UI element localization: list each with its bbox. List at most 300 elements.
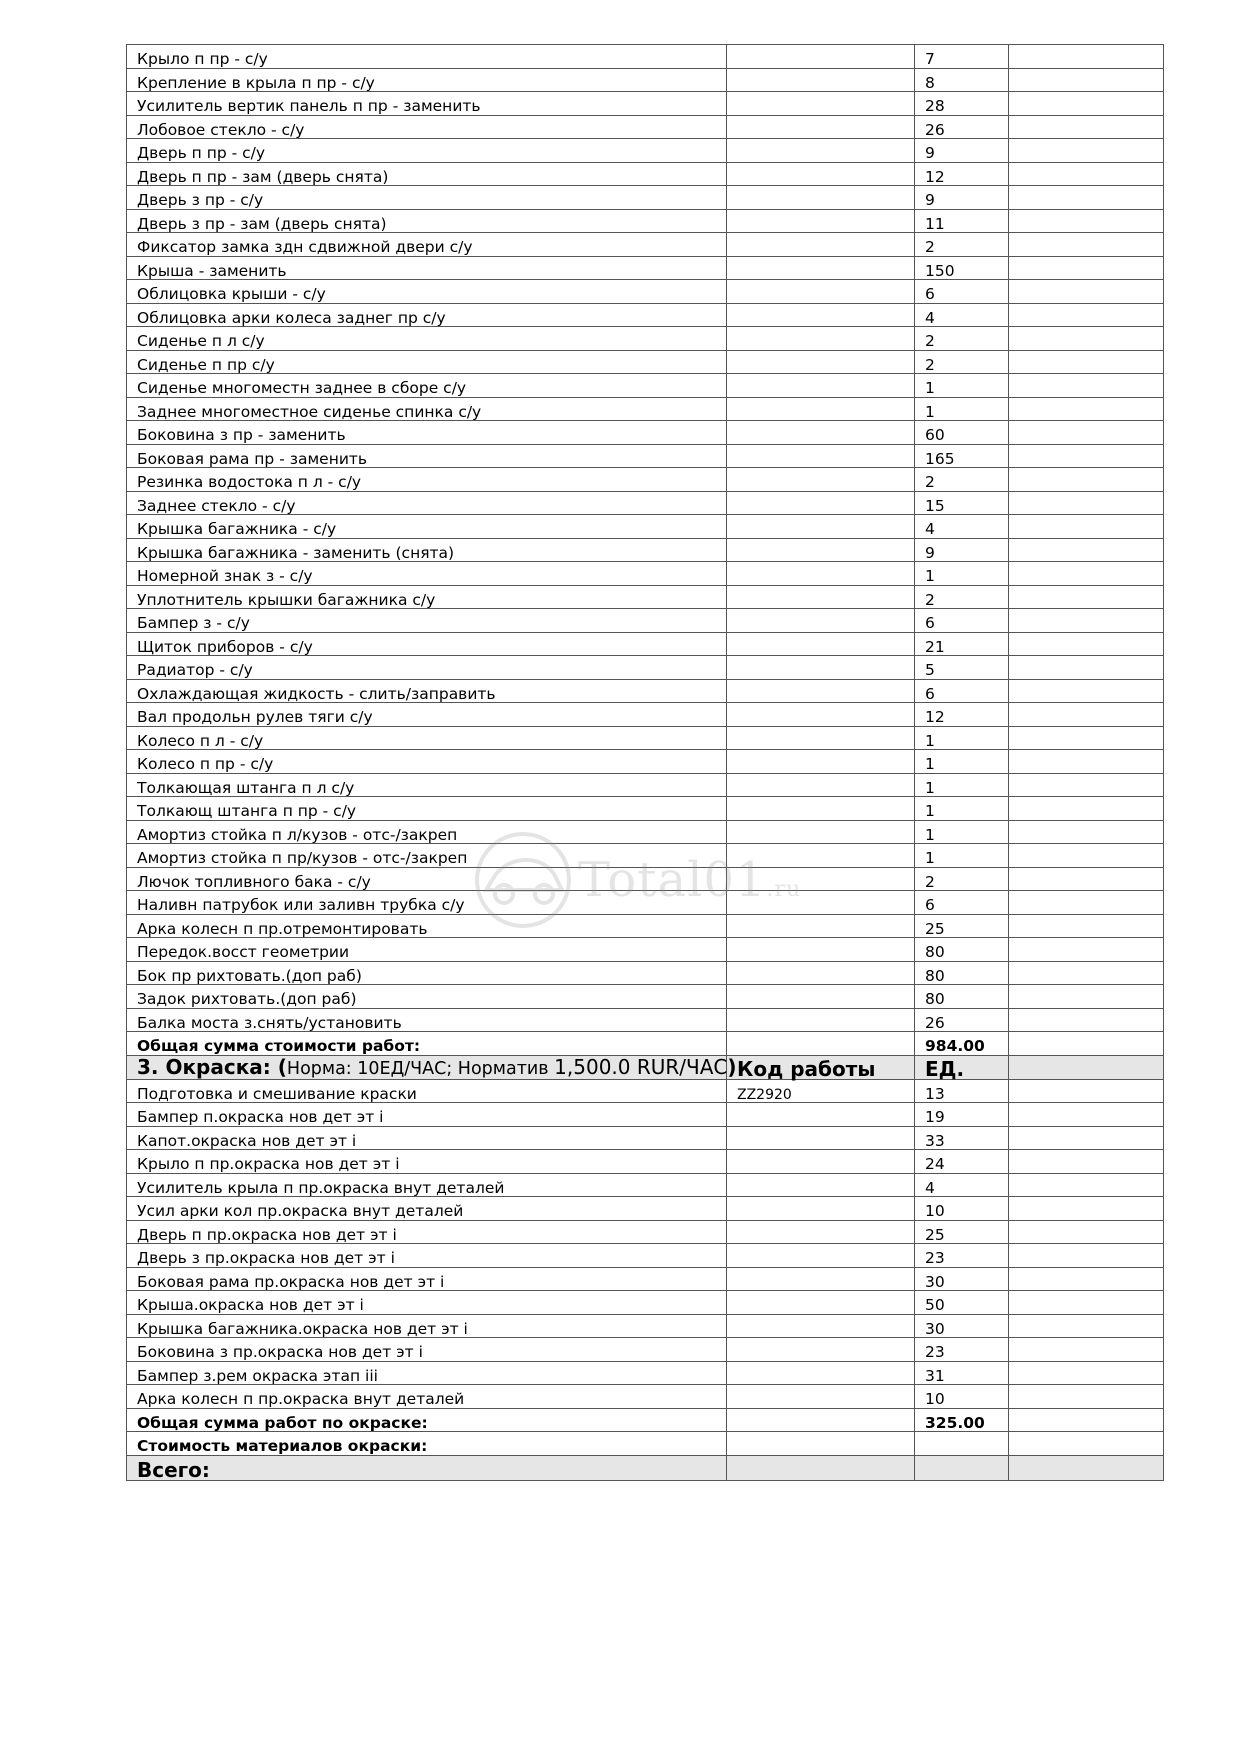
row-extra-cell — [1009, 1267, 1164, 1291]
row-name-cell: Капот.окраска нов дет эт i — [127, 1126, 727, 1150]
row-units-cell: 1 — [915, 750, 1009, 774]
row-extra-cell — [1009, 139, 1164, 163]
works-row — [127, 139, 1164, 163]
row-extra-cell — [1009, 468, 1164, 492]
works-row — [127, 68, 1164, 92]
painting-row — [127, 1197, 1164, 1221]
row-units-cell: 4 — [915, 515, 1009, 539]
works-section — [127, 45, 1164, 1032]
row-units-cell: 5 — [915, 656, 1009, 680]
row-code-cell — [727, 867, 915, 891]
works-row — [127, 233, 1164, 257]
works-row — [127, 515, 1164, 539]
row-code-cell — [727, 750, 915, 774]
works-row — [127, 538, 1164, 562]
row-code-cell — [727, 585, 915, 609]
painting-row — [127, 1244, 1164, 1268]
row-name-cell: Фиксатор замка здн сдвижной двери с/у — [127, 233, 727, 257]
works-row — [127, 632, 1164, 656]
works-row — [127, 961, 1164, 985]
row-extra-cell — [1009, 92, 1164, 116]
works-row — [127, 468, 1164, 492]
row-code-cell — [727, 491, 915, 515]
row-code-cell — [727, 1361, 915, 1385]
row-code-cell — [727, 891, 915, 915]
row-units-cell: 6 — [915, 679, 1009, 703]
row-code-cell — [727, 820, 915, 844]
works-row — [127, 491, 1164, 515]
row-units-cell: 9 — [915, 186, 1009, 210]
painting-total-row — [127, 1408, 1164, 1432]
row-code-cell — [727, 844, 915, 868]
row-code-cell — [727, 68, 915, 92]
row-extra-cell — [1009, 1291, 1164, 1315]
row-code-cell — [727, 1150, 915, 1174]
row-extra-cell — [1009, 820, 1164, 844]
row-units-cell: 1 — [915, 820, 1009, 844]
row-extra-cell — [1009, 914, 1164, 938]
row-units-cell: 2 — [915, 233, 1009, 257]
row-extra-cell — [1009, 844, 1164, 868]
row-units-cell: 60 — [915, 421, 1009, 445]
row-units-cell: 9 — [915, 538, 1009, 562]
row-units-cell: 1 — [915, 397, 1009, 421]
row-extra-cell — [1009, 1197, 1164, 1221]
painting-row — [127, 1079, 1164, 1103]
row-code-cell — [727, 703, 915, 727]
works-row — [127, 374, 1164, 398]
row-name-cell: Дверь п пр.окраска нов дет эт i — [127, 1220, 727, 1244]
row-code-cell — [727, 139, 915, 163]
row-extra-cell — [1009, 938, 1164, 962]
row-code-cell — [727, 1197, 915, 1221]
row-extra-cell — [1009, 421, 1164, 445]
row-code-cell — [727, 985, 915, 1009]
row-code-cell — [727, 280, 915, 304]
painting-row — [127, 1220, 1164, 1244]
row-extra-cell — [1009, 1244, 1164, 1268]
row-name-cell: Арка колесн п пр.окраска внут деталей — [127, 1385, 727, 1409]
works-total-label: Общая сумма стоимости работ: — [127, 1032, 727, 1056]
row-extra-cell — [1009, 538, 1164, 562]
row-units-cell: 10 — [915, 1197, 1009, 1221]
row-units-cell: 4 — [915, 1173, 1009, 1197]
works-row — [127, 891, 1164, 915]
row-name-cell: Номерной знак з - с/у — [127, 562, 727, 586]
row-units-cell: 23 — [915, 1338, 1009, 1362]
row-code-cell — [727, 350, 915, 374]
row-units-cell: 2 — [915, 867, 1009, 891]
row-code-cell — [727, 1314, 915, 1338]
row-code-cell — [727, 115, 915, 139]
row-units-cell: 19 — [915, 1103, 1009, 1127]
row-name-cell: Боковая рама пр - заменить — [127, 444, 727, 468]
row-name-cell: Уплотнитель крышки багажника с/у — [127, 585, 727, 609]
summary-section — [127, 1408, 1164, 1480]
row-extra-cell — [1009, 327, 1164, 351]
row-extra-cell — [1009, 491, 1164, 515]
row-units-cell: 15 — [915, 491, 1009, 515]
row-code-cell — [727, 209, 915, 233]
row-name-cell: Усил арки кол пр.окраска внут деталей — [127, 1197, 727, 1221]
row-units-cell: 24 — [915, 1150, 1009, 1174]
row-code-cell — [727, 773, 915, 797]
grand-total-value — [915, 1455, 1009, 1480]
row-extra-cell — [1009, 609, 1164, 633]
row-units-cell: 150 — [915, 256, 1009, 280]
row-name-cell: Охлаждающая жидкость - слить/заправить — [127, 679, 727, 703]
works-row — [127, 844, 1164, 868]
row-units-cell: 28 — [915, 92, 1009, 116]
row-name-cell: Сиденье многоместн заднее в сборе с/у — [127, 374, 727, 398]
works-row — [127, 914, 1164, 938]
row-extra-cell — [1009, 585, 1164, 609]
row-extra-cell — [1009, 773, 1164, 797]
works-row — [127, 350, 1164, 374]
row-units-cell: 2 — [915, 350, 1009, 374]
row-code-cell — [727, 609, 915, 633]
row-code-cell — [727, 303, 915, 327]
row-name-cell: Амортиз стойка п л/кузов - отс-/закреп — [127, 820, 727, 844]
painting-row — [127, 1267, 1164, 1291]
works-row — [127, 280, 1164, 304]
row-code-cell — [727, 1338, 915, 1362]
row-code-cell — [727, 186, 915, 210]
row-units-cell: 30 — [915, 1267, 1009, 1291]
row-name-cell: Крышка багажника - с/у — [127, 515, 727, 539]
row-code-cell — [727, 397, 915, 421]
row-units-cell: 1 — [915, 726, 1009, 750]
works-row — [127, 444, 1164, 468]
row-extra-cell — [1009, 444, 1164, 468]
row-code-cell — [727, 1244, 915, 1268]
row-units-cell: 12 — [915, 703, 1009, 727]
row-units-cell: 2 — [915, 468, 1009, 492]
row-code-cell — [727, 679, 915, 703]
works-row — [127, 938, 1164, 962]
works-row — [127, 162, 1164, 186]
row-units-cell: 80 — [915, 961, 1009, 985]
row-code-cell — [727, 797, 915, 821]
row-extra-cell — [1009, 374, 1164, 398]
estimate-table — [126, 44, 1164, 1481]
row-code-cell — [727, 515, 915, 539]
row-code-cell — [727, 233, 915, 257]
painting-row — [127, 1385, 1164, 1409]
row-units-cell: 33 — [915, 1126, 1009, 1150]
row-units-cell: 13 — [915, 1079, 1009, 1103]
row-name-cell: Бампер з.рем окраска этап iii — [127, 1361, 727, 1385]
row-code-cell — [727, 1173, 915, 1197]
row-units-cell: 26 — [915, 115, 1009, 139]
painting-row — [127, 1173, 1164, 1197]
row-name-cell: Крыша - заменить — [127, 256, 727, 280]
row-units-cell: 8 — [915, 68, 1009, 92]
row-extra-cell — [1009, 1126, 1164, 1150]
row-extra-cell — [1009, 867, 1164, 891]
row-extra-cell — [1009, 115, 1164, 139]
painting-row — [127, 1338, 1164, 1362]
row-code-cell — [727, 421, 915, 445]
row-extra-cell — [1009, 162, 1164, 186]
row-units-cell: 25 — [915, 914, 1009, 938]
works-row — [127, 562, 1164, 586]
row-name-cell: Дверь з пр - с/у — [127, 186, 727, 210]
works-row — [127, 867, 1164, 891]
materials-label: Стоимость материалов окраски: — [127, 1432, 727, 1456]
works-row — [127, 820, 1164, 844]
row-extra-cell — [1009, 1385, 1164, 1409]
row-units-cell: 30 — [915, 1314, 1009, 1338]
row-extra-cell — [1009, 1361, 1164, 1385]
row-code-cell — [727, 1267, 915, 1291]
works-row — [127, 92, 1164, 116]
row-code-cell — [727, 961, 915, 985]
row-name-cell: Радиатор - с/у — [127, 656, 727, 680]
row-name-cell: Дверь з пр - зам (дверь снята) — [127, 209, 727, 233]
row-name-cell: Лобовое стекло - с/у — [127, 115, 727, 139]
works-row — [127, 115, 1164, 139]
row-name-cell: Сиденье п пр с/у — [127, 350, 727, 374]
row-units-cell: 25 — [915, 1220, 1009, 1244]
row-units-cell: 12 — [915, 162, 1009, 186]
painting-row — [127, 1150, 1164, 1174]
row-units-cell: 1 — [915, 374, 1009, 398]
row-name-cell: Крыло п пр.окраска нов дет эт i — [127, 1150, 727, 1174]
works-row — [127, 703, 1164, 727]
row-name-cell: Усилитель вертик панель п пр - заменить — [127, 92, 727, 116]
row-units-cell: 2 — [915, 327, 1009, 351]
row-name-cell: Сиденье п л с/у — [127, 327, 727, 351]
row-name-cell: Бампер з - с/у — [127, 609, 727, 633]
row-code-cell — [727, 92, 915, 116]
row-extra-cell — [1009, 656, 1164, 680]
row-name-cell: Задок рихтовать.(доп раб) — [127, 985, 727, 1009]
row-name-cell: Дверь п пр - зам (дверь снята) — [127, 162, 727, 186]
row-extra-cell — [1009, 750, 1164, 774]
row-name-cell: Вал продольн рулев тяги с/у — [127, 703, 727, 727]
works-row — [127, 186, 1164, 210]
works-row — [127, 209, 1164, 233]
row-name-cell: Щиток приборов - с/у — [127, 632, 727, 656]
works-row — [127, 585, 1164, 609]
row-name-cell: Амортиз стойка п пр/кузов - отс-/закреп — [127, 844, 727, 868]
row-name-cell: Толкающая штанга п л с/у — [127, 773, 727, 797]
row-extra-cell — [1009, 679, 1164, 703]
works-row — [127, 421, 1164, 445]
painting-total-value: 325.00 — [915, 1408, 1009, 1432]
painting-row — [127, 1126, 1164, 1150]
works-row — [127, 256, 1164, 280]
row-name-cell: Подготовка и смешивание краски — [127, 1079, 727, 1103]
works-row — [127, 726, 1164, 750]
works-row — [127, 750, 1164, 774]
row-extra-cell — [1009, 632, 1164, 656]
row-extra-cell — [1009, 1314, 1164, 1338]
row-name-cell: Наливн патрубок или заливн трубка с/у — [127, 891, 727, 915]
row-units-cell: 31 — [915, 1361, 1009, 1385]
row-extra-cell — [1009, 562, 1164, 586]
row-units-cell: 80 — [915, 938, 1009, 962]
row-extra-cell — [1009, 1220, 1164, 1244]
row-extra-cell — [1009, 1173, 1164, 1197]
row-name-cell: Боковина з пр.окраска нов дет эт i — [127, 1338, 727, 1362]
painting-row — [127, 1361, 1164, 1385]
row-name-cell: Арка колесн п пр.отремонтировать — [127, 914, 727, 938]
works-total-section — [127, 1032, 1164, 1080]
row-extra-cell — [1009, 1103, 1164, 1127]
row-extra-cell — [1009, 1150, 1164, 1174]
row-extra-cell — [1009, 186, 1164, 210]
row-code-cell — [727, 632, 915, 656]
works-row — [127, 45, 1164, 69]
works-row — [127, 679, 1164, 703]
row-name-cell: Крыша.окраска нов дет эт i — [127, 1291, 727, 1315]
row-code-cell — [727, 1126, 915, 1150]
works-row — [127, 303, 1164, 327]
row-code-cell — [727, 256, 915, 280]
row-code-cell — [727, 938, 915, 962]
row-extra-cell — [1009, 233, 1164, 257]
row-name-cell: Бампер п.окраска нов дет эт i — [127, 1103, 727, 1127]
painting-section — [127, 1079, 1164, 1408]
row-code-cell — [727, 45, 915, 69]
works-row — [127, 609, 1164, 633]
works-total-row — [127, 1032, 1164, 1056]
row-extra-cell — [1009, 797, 1164, 821]
row-code-cell: ZZ2920 — [727, 1079, 915, 1103]
row-extra-cell — [1009, 1008, 1164, 1032]
row-units-cell: 1 — [915, 797, 1009, 821]
row-code-cell — [727, 1103, 915, 1127]
row-extra-cell — [1009, 303, 1164, 327]
row-code-cell — [727, 538, 915, 562]
row-extra-cell — [1009, 209, 1164, 233]
painting-header-row — [127, 1055, 1164, 1079]
works-row — [127, 985, 1164, 1009]
row-name-cell: Передок.восст геометрии — [127, 938, 727, 962]
row-units-cell: 10 — [915, 1385, 1009, 1409]
row-name-cell: Боковая рама пр.окраска нов дет эт i — [127, 1267, 727, 1291]
row-code-cell — [727, 1008, 915, 1032]
row-name-cell: Боковина з пр - заменить — [127, 421, 727, 445]
row-code-cell — [727, 444, 915, 468]
row-name-cell: Лючок топливного бака - с/у — [127, 867, 727, 891]
row-units-cell: 4 — [915, 303, 1009, 327]
row-name-cell: Крышка багажника - заменить (снята) — [127, 538, 727, 562]
row-name-cell: Облицовка крыши - с/у — [127, 280, 727, 304]
row-name-cell: Крыло п пр - с/у — [127, 45, 727, 69]
row-extra-cell — [1009, 1079, 1164, 1103]
row-code-cell — [727, 1291, 915, 1315]
row-units-cell: 23 — [915, 1244, 1009, 1268]
row-name-cell: Усилитель крыла п пр.окраска внут деталей — [127, 1173, 727, 1197]
row-extra-cell — [1009, 256, 1164, 280]
row-units-cell: 6 — [915, 280, 1009, 304]
row-code-cell — [727, 374, 915, 398]
row-units-cell: 50 — [915, 1291, 1009, 1315]
row-units-cell: 11 — [915, 209, 1009, 233]
row-name-cell: Толкающ штанга п пр - с/у — [127, 797, 727, 821]
row-code-cell — [727, 914, 915, 938]
row-name-cell: Колесо п л - с/у — [127, 726, 727, 750]
row-code-cell — [727, 1220, 915, 1244]
row-name-cell: Крепление в крыла п пр - с/у — [127, 68, 727, 92]
row-code-cell — [727, 562, 915, 586]
row-code-cell — [727, 1385, 915, 1409]
row-extra-cell — [1009, 1338, 1164, 1362]
row-name-cell: Колесо п пр - с/у — [127, 750, 727, 774]
row-units-cell: 21 — [915, 632, 1009, 656]
row-units-cell: 2 — [915, 585, 1009, 609]
code-column-header: Код работы — [727, 1055, 915, 1079]
row-extra-cell — [1009, 45, 1164, 69]
painting-total-label: Общая сумма работ по окраске: — [127, 1408, 727, 1432]
row-code-cell — [727, 656, 915, 680]
materials-row — [127, 1432, 1164, 1456]
painting-row — [127, 1103, 1164, 1127]
units-column-header: ЕД. — [915, 1055, 1009, 1079]
row-units-cell: 165 — [915, 444, 1009, 468]
row-extra-cell — [1009, 68, 1164, 92]
row-name-cell: Балка моста з.снять/установить — [127, 1008, 727, 1032]
works-row — [127, 1008, 1164, 1032]
row-units-cell: 9 — [915, 139, 1009, 163]
row-code-cell — [727, 726, 915, 750]
row-units-cell: 6 — [915, 609, 1009, 633]
materials-value — [915, 1432, 1009, 1456]
grand-total-row — [127, 1455, 1164, 1480]
works-row — [127, 656, 1164, 680]
works-row — [127, 797, 1164, 821]
works-total-value: 984.00 — [915, 1032, 1009, 1056]
row-name-cell: Крышка багажника.окраска нов дет эт i — [127, 1314, 727, 1338]
row-units-cell: 80 — [915, 985, 1009, 1009]
painting-row — [127, 1291, 1164, 1315]
row-units-cell: 7 — [915, 45, 1009, 69]
row-name-cell: Облицовка арки колеса заднег пр с/у — [127, 303, 727, 327]
row-code-cell — [727, 327, 915, 351]
row-extra-cell — [1009, 350, 1164, 374]
row-extra-cell — [1009, 726, 1164, 750]
watermark-text: Total01.ru — [578, 852, 802, 908]
works-row — [127, 397, 1164, 421]
row-name-cell: Дверь п пр - с/у — [127, 139, 727, 163]
row-extra-cell — [1009, 280, 1164, 304]
grand-total-label: Всего: — [127, 1455, 727, 1480]
row-name-cell: Бок пр рихтовать.(доп раб) — [127, 961, 727, 985]
row-extra-cell — [1009, 985, 1164, 1009]
row-name-cell: Заднее стекло - с/у — [127, 491, 727, 515]
works-row — [127, 773, 1164, 797]
row-units-cell: 1 — [915, 844, 1009, 868]
painting-row — [127, 1314, 1164, 1338]
row-units-cell: 1 — [915, 562, 1009, 586]
row-name-cell: Резинка водостока п л - с/у — [127, 468, 727, 492]
row-units-cell: 1 — [915, 773, 1009, 797]
painting-section-title: 3. Окраска: (Норма: 10ЕД/ЧАС; Норматив 1,500.0 RUR/ЧАС) — [127, 1055, 727, 1079]
row-name-cell: Заднее многоместное сиденье спинка с/у — [127, 397, 727, 421]
works-row — [127, 327, 1164, 351]
row-extra-cell — [1009, 397, 1164, 421]
row-extra-cell — [1009, 515, 1164, 539]
row-code-cell — [727, 162, 915, 186]
row-units-cell: 26 — [915, 1008, 1009, 1032]
row-units-cell: 6 — [915, 891, 1009, 915]
row-extra-cell — [1009, 891, 1164, 915]
row-extra-cell — [1009, 703, 1164, 727]
row-extra-cell — [1009, 961, 1164, 985]
